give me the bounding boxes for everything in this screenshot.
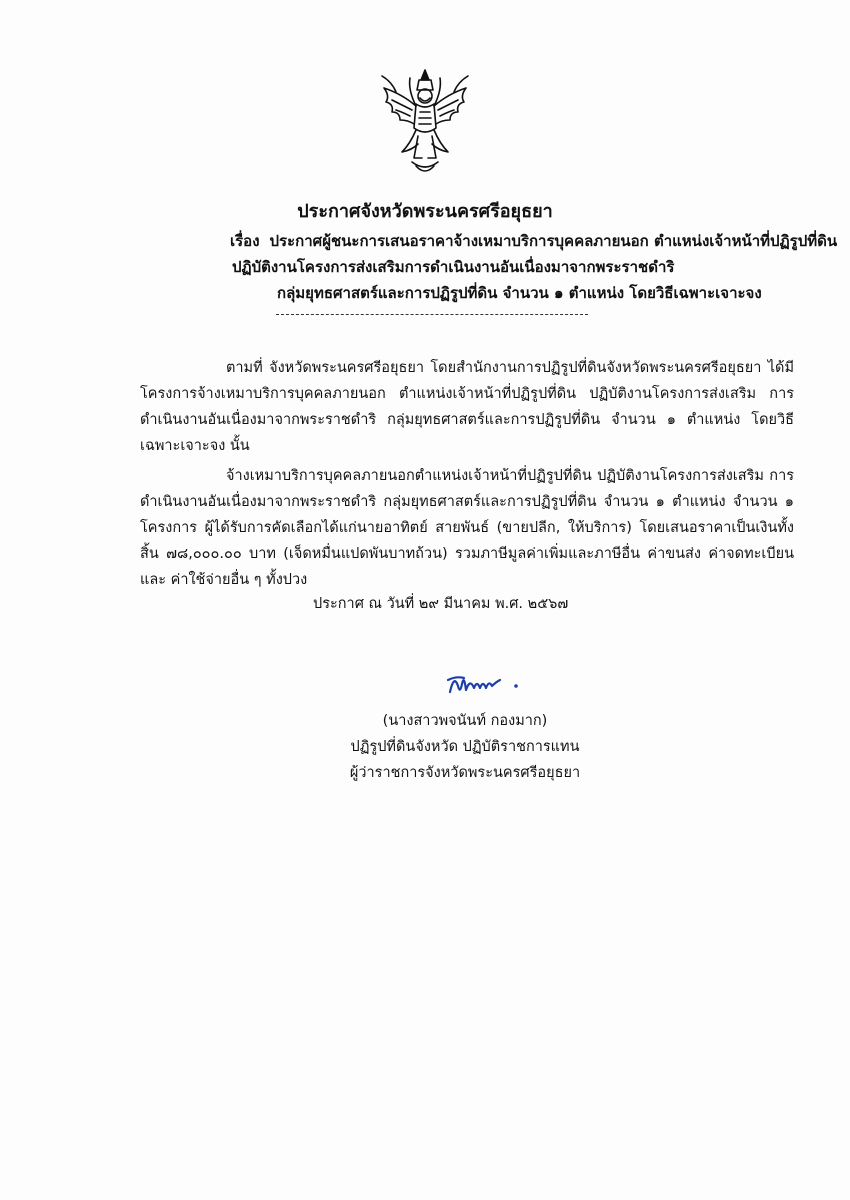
- signer-name: (นางสาวพจนันท์ กองมาก): [382, 713, 548, 729]
- subject-line-2: ปฏิบัติงานโครงการส่งเสริมการดำเนินงานอันเนื่องมาจากพระราชดำริ: [232, 258, 675, 276]
- signer-position: ปฏิรูปที่ดินจังหวัด ปฏิบัติราชการแทน: [350, 739, 580, 755]
- subject-line-1: [150, 228, 838, 254]
- subject-text-1: ประกาศผู้ชนะการเสนอราคาจ้างเหมาบริการบุคคลภายนอก ตำแหน่งเจ้าหน้าที่ปฏิรูปที่ดิน: [269, 232, 838, 250]
- subject-line-3: กลุ่มยุทธศาสตร์และการปฏิรูปที่ดิน จำนวน ๑ ตำแหน่ง โดยวิธีเฉพาะเจาะจง: [277, 284, 762, 302]
- document-subject: [150, 228, 838, 306]
- signer-office: ผู้ว่าราชการจังหวัดพระนครศรีอยุธยา: [349, 765, 581, 781]
- body-paragraph-1: ตามที่ จังหวัดพระนครศรีอยุธยา โดยสำนักงานการปฏิรูปที่ดินจังหวัดพระนครศรีอยุธยา ได้มีโครงการจ้างเหมาบริการบุคคลภายนอก ตำแหน่งเจ้าหน้าที่ปฏิรูปที่ดิน ปฏิบัติงานโครงการส่งเสริม การดำเนินงานอันเนื่องมาจากพระราชดำริ กลุ่มยุทธศาสตร์และการปฏิรูปที่ดิน จำนวน ๑ ตำแหน่ง โดยวิธีเฉพาะเจาะจง นั้น: [140, 359, 794, 454]
- signer-block: [300, 708, 630, 786]
- section-divider: [276, 314, 588, 315]
- subject-label: เรื่อง: [230, 232, 260, 250]
- document-title: ประกาศจังหวัดพระนครศรีอยุธยา: [297, 201, 553, 222]
- garuda-emblem-icon: [372, 66, 478, 178]
- body-paragraph-2: จ้างเหมาบริการบุคคลภายนอกตำแหน่งเจ้าหน้าที่ปฏิรูปที่ดิน ปฏิบัติงานโครงการส่งเสริม การดำเนินงานอันเนื่องมาจากพระราชดำริ กลุ่มยุทธศาสตร์และการปฏิรูปที่ดิน จำนวน ๑ ตำแหน่ง จำนวน ๑ โครงการ ผู้ได้รับการคัดเลือกได้แก่นายอาทิตย์ สายพันธ์ (ขายปลีก, ให้บริการ) โดยเสนอราคาเป็นเงินทั้งสิ้น ๗๘,๐๐๐.๐๐ บาท (เจ็ดหมื่นแปดพันบาทถ้วน) รวมภาษีมูลค่าเพิ่มและภาษีอื่น ค่าขนส่ง ค่าจดทะเบียน และ ค่าใช้จ่ายอื่น ๆ ทั้งปวง: [140, 467, 794, 588]
- handwritten-signature-icon: [446, 664, 526, 700]
- announce-date: ประกาศ ณ วันที่ ๒๙ มีนาคม พ.ศ. ๒๕๖๗: [313, 596, 569, 612]
